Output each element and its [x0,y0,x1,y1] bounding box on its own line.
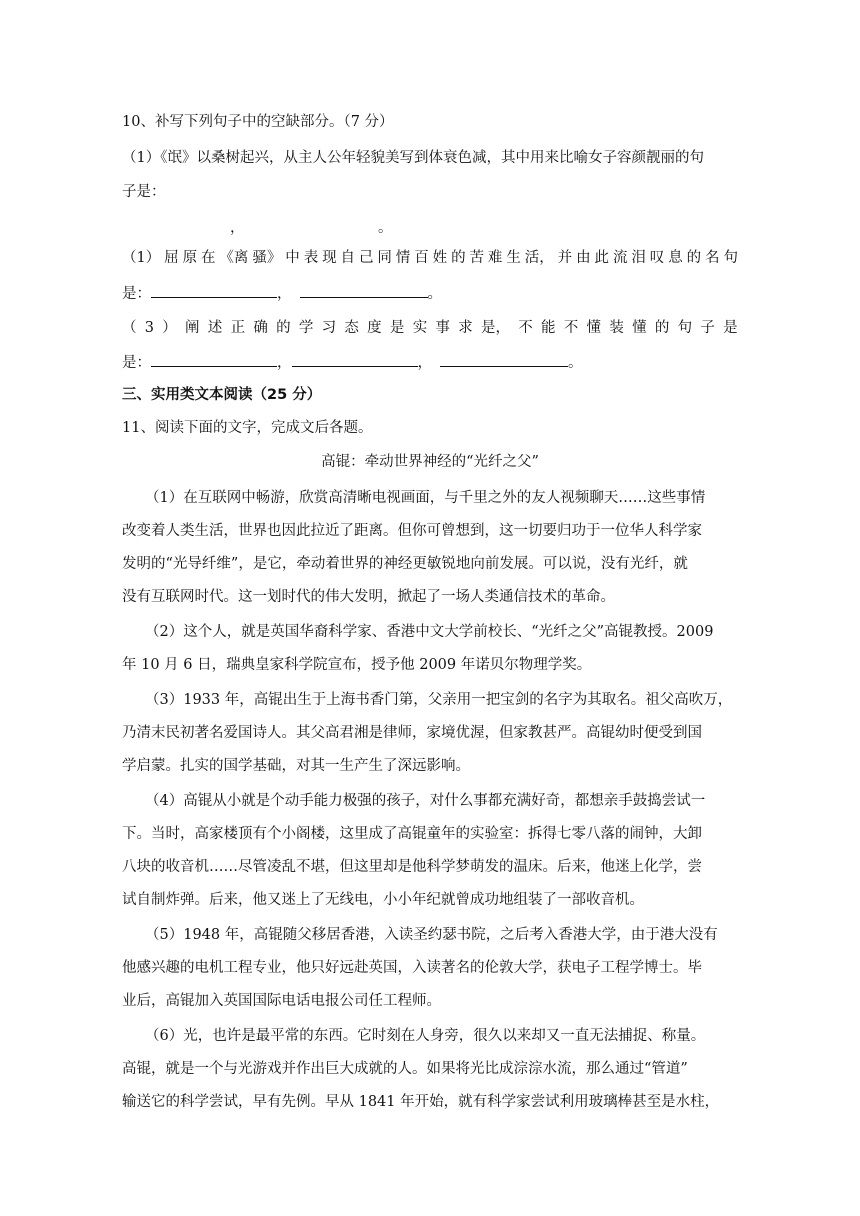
article-line: 输送它的科学尝试，早有先例。早从 1841 年开始，就有科学家尝试利用玻璃棒甚至是水柱， [122,1094,720,1110]
text-token: 骚》 [252,250,282,266]
text-token: 的 [451,250,466,266]
text-token: 学 [298,320,314,336]
text-token: 是 [389,320,405,336]
text-token: 态 [344,320,359,336]
article-line: 乃清末民初著名爱国诗人。其父高君湘是律师，家境优渥，但家教甚严。高锟幼时便受到国 [122,725,702,741]
q10-item1-comma: ， [230,220,245,236]
text-token: 懂 [586,320,602,336]
text-token: 名 [705,250,720,266]
text-token: 此 [594,250,610,266]
text-token: 求 [458,320,473,336]
q10-item3-prefix: 是： [122,355,151,371]
text-token: 表 [303,250,319,266]
text-token: 习 [321,320,337,336]
article-line: 没有互联网时代。这一划时代的伟大发明，掀起了一场人类通信技术的革命。 [122,589,615,605]
text-token: 的 [276,320,291,336]
text-token: 装 [609,320,624,336]
text-token: 现 [322,250,337,266]
text-token: 的 [654,320,670,336]
q10-item1-prompt-line1: （1）《氓》以桑树起兴，从主人公年轻貌美写到体衰色减，其中用来比喻女子容颜靓丽的句 [122,150,704,166]
text-token: 原 [182,250,198,266]
q10-item3-comma2: ， [417,355,432,371]
text-token: （ [122,320,137,336]
q11-intro: 11、阅读下面的文字，完成文后各题。 [122,420,373,436]
text-token: 3 [144,320,154,336]
q10-item3-comma1: ， [277,355,292,371]
text-token: 泪 [631,250,646,266]
text-token: 不 [518,320,533,336]
article-title: 高锟：牵动世界神经的“光纤之父” [321,454,539,470]
q10-item1-period: 。 [378,220,393,236]
text-token: 生 [506,250,521,266]
text-token: （1） [122,250,161,266]
text-token: 活， [524,250,554,266]
text-token: 息 [668,250,683,266]
answer-blank[interactable] [151,283,277,298]
article-line: （2）这个人，就是英国华裔科学家、香港中文大学前校长、“光纤之父”高锟教授。2009 [145,624,714,640]
text-token: 苦 [469,250,484,266]
text-token: 实 [412,320,428,336]
article-line: （3）1933 年，高锟出生于上海书香门第，父亲用一把宝剑的名字为其取名。祖父高吹万， [145,692,733,708]
article-line: 改变着人类生活，世界也因此拉近了距离。但你可曾想到，这一切要归功于一位华人科学家 [122,523,702,539]
text-token: 事 [435,320,450,336]
section-heading: 三、实用类文本阅读（25 分） [122,387,322,403]
answer-blank[interactable] [292,352,418,367]
article-line: （1）在互联网中畅游，欣赏高清晰电视画面，与千里之外的友人视频聊天……这些事情 [145,490,706,506]
text-token: 己 [358,250,374,266]
text-token: 述 [207,320,223,336]
article-line: 试自制炸弹。后来，他又迷上了无线电，小小年纪就曾成功地组装了一部收音机。 [122,892,644,908]
text-token: 流 [612,250,628,266]
text-token: 百 [414,250,429,266]
text-token: 在 [201,250,216,266]
text-token: 的 [686,250,702,266]
article-line: （6）光，也许是最平常的东西。它时刻在人身旁，很久以来却又一直无法捕捉、称量。 [145,1028,706,1044]
q10-item2-prefix: 是： [122,286,151,302]
q10-item2-comma: ， [277,286,292,302]
answer-blank[interactable] [300,283,428,298]
text-token: 是， [480,320,510,336]
text-token: 并 [557,250,573,266]
text-token: 子 [700,320,715,336]
q10-item3-prompt-line1 [122,318,738,338]
text-token: 情 [395,250,411,266]
text-token: 是 [723,320,738,336]
q10-title: 10、补写下列句子中的空缺部分。（7 分） [122,114,394,130]
q10-item2-prompt-line1 [122,248,738,268]
text-token: 由 [576,250,591,266]
article-line: 业后，高锟加入英国国际电话电报公司任工程师。 [122,993,441,1009]
q10-item2-period: 。 [427,286,442,302]
article-line: （5）1948 年，高锟随父移居香港，入读圣约瑟书院，之后考入香港大学，由于港大没有 [145,927,718,943]
text-token: 阐 [185,320,200,336]
q10-item3-answer-line [122,352,583,373]
text-token: 难 [487,250,503,266]
answer-blank[interactable] [151,352,277,367]
q10-item1-prompt-line2: 子是： [122,184,166,200]
text-token: 度 [367,320,382,336]
text-token: 同 [377,250,392,266]
article-line: 年 10 月 6 日，瑞典皇家科学院宣布，授予他 2009 年诺贝尔物理学奖。 [122,657,592,673]
q10-item2-answer-line [122,283,442,304]
article-line: 高锟，就是一个与光游戏并作出巨大成就的人。如果将光比成淙淙水流，那么通过“管道” [122,1061,688,1077]
text-token: 懂 [632,320,647,336]
text-token: 屈 [164,250,179,266]
text-token: 确 [253,320,268,336]
text-token: 正 [230,320,246,336]
article-line: 学启蒙。扎实的国学基础，对其一生产生了深远影响。 [122,758,470,774]
article-line: 他感兴趣的电机工程专业，他只好远赴英国，入读著名的伦敦大学，获电子工程学博士。毕 [122,960,702,976]
text-token: 姓 [432,250,448,266]
text-token: 句 [723,250,738,266]
article-line: 发明的“光导纤维”，是它，牵动着世界的神经更敏锐地向前发展。可以说，没有光纤，就 [122,556,688,572]
text-token: ） [162,320,177,336]
article-line: 八块的收音机……尽管凌乱不堪，但这里却是他科学梦萌发的温床。后来，他迷上化学，尝 [122,859,702,875]
text-token: 句 [677,320,693,336]
article-line: （4）高锟从小就是个动手能力极强的孩子，对什么事都充满好奇，都想亲手鼓捣尝试一 [145,793,706,809]
text-token: 不 [563,320,579,336]
text-token: 中 [285,250,300,266]
answer-blank[interactable] [440,352,568,367]
text-token: 能 [541,320,556,336]
q10-item3-period: 。 [568,355,583,371]
text-token: 《离 [219,250,249,266]
text-token: 自 [340,250,356,266]
article-line: 下。当时，高家楼顶有个小阁楼，这里成了高锟童年的实验室：拆得七零八落的闹钟，大卸 [122,826,702,842]
text-token: 叹 [649,250,665,266]
